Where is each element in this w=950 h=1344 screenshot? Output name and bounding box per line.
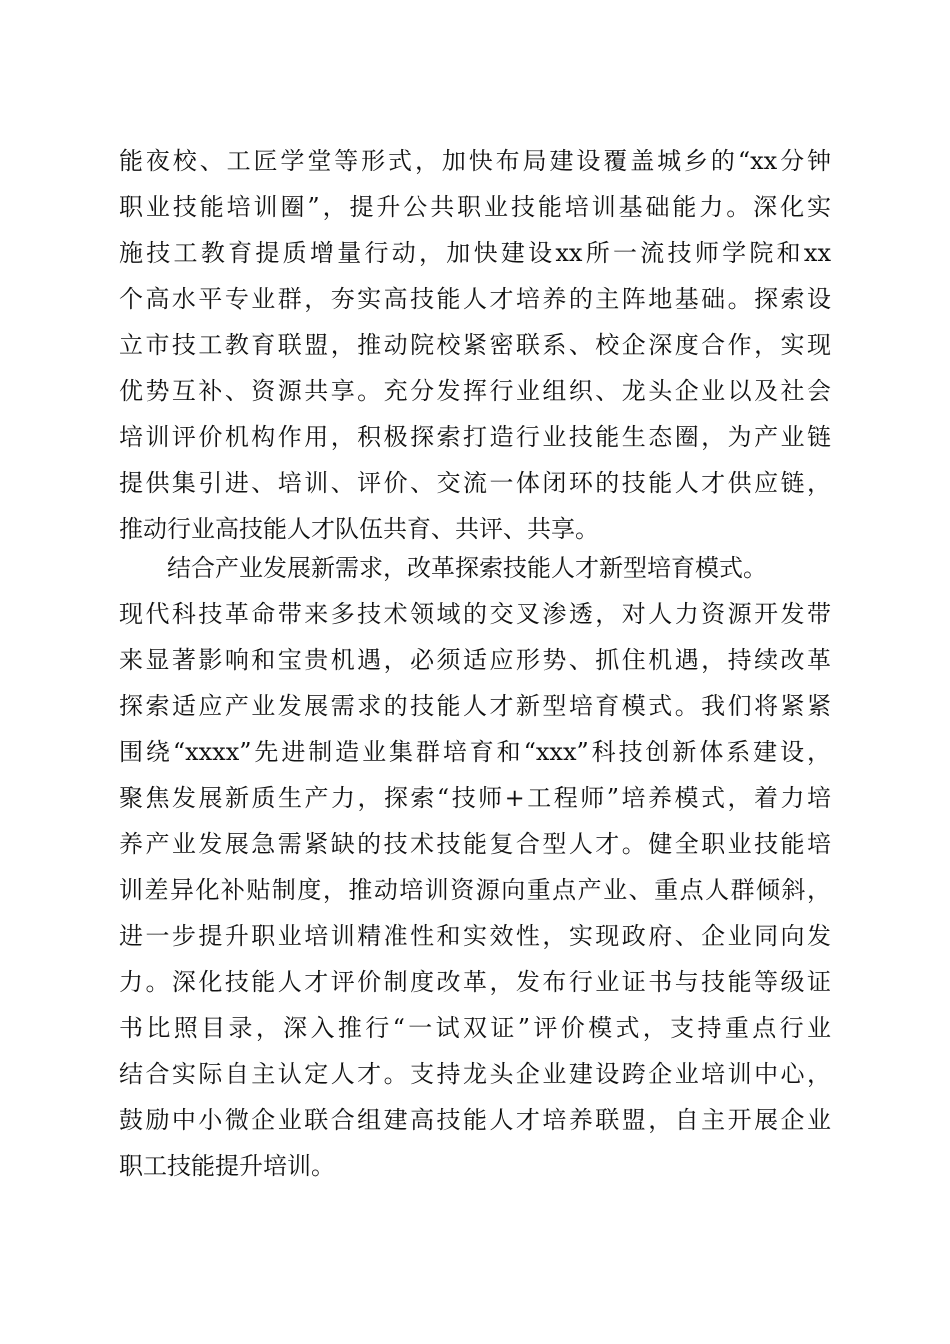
text-line: 来显著影响和宝贵机遇，必须适应形势、抓住机遇，持续改革: [119, 646, 831, 674]
text-line: 书比照目录，深入推行“一试双证”评价模式，支持重点行业: [119, 1014, 831, 1042]
text-line: 探索适应产业发展需求的技能人才新型培育模式。我们将紧紧: [119, 692, 831, 720]
text-line: 鼓励中小微企业联合组建高技能人才培养联盟，自主开展企业: [119, 1106, 831, 1134]
text-line: 个高水平专业群，夯实高技能人才培养的主阵地基础。探索设: [119, 285, 831, 313]
text-line: 立市技工教育联盟，推动院校紧密联系、校企深度合作，实现: [119, 331, 831, 359]
text-line: 培训评价机构作用，积极探索打造行业技能生态圈，为产业链: [119, 423, 831, 451]
text-line: 围绕“xxxx”先进制造业集群培育和“xxx”科技创新体系建设，: [119, 738, 831, 766]
text-line: 推动行业高技能人才队伍共育、共评、共享。: [119, 515, 599, 543]
text-line: 职工技能提升培训。: [119, 1152, 335, 1180]
text-line: 结合产业发展新需求，改革探索技能人才新型培育模式。: [167, 554, 767, 582]
text-line: 养产业发展急需紧缺的技术技能复合型人才。健全职业技能培: [119, 830, 831, 858]
text-line: 施技工教育提质增量行动，加快建设xx所一流技师学院和xx: [119, 239, 831, 267]
text-line: 优势互补、资源共享。充分发挥行业组织、龙头企业以及社会: [119, 377, 831, 405]
text-line: 力。深化技能人才评价制度改革，发布行业证书与技能等级证: [119, 968, 831, 996]
text-line: 训差异化补贴制度，推动培训资源向重点产业、重点人群倾斜，: [119, 876, 831, 904]
text-line: 提供集引进、培训、评价、交流一体闭环的技能人才供应链，: [119, 469, 831, 497]
text-line: 现代科技革命带来多技术领域的交叉渗透，对人力资源开发带: [119, 600, 831, 628]
text-line: 进一步提升职业培训精准性和实效性，实现政府、企业同向发: [119, 922, 831, 950]
text-line: 聚焦发展新质生产力，探索“技师+工程师”培养模式，着力培: [119, 784, 831, 812]
text-line: 结合实际自主认定人才。支持龙头企业建设跨企业培训中心，: [119, 1060, 831, 1088]
text-line: 职业技能培训圈”，提升公共职业技能培训基础能力。深化实: [119, 193, 831, 221]
text-line: 能夜校、工匠学堂等形式，加快布局建设覆盖城乡的“xx分钟: [119, 147, 831, 175]
